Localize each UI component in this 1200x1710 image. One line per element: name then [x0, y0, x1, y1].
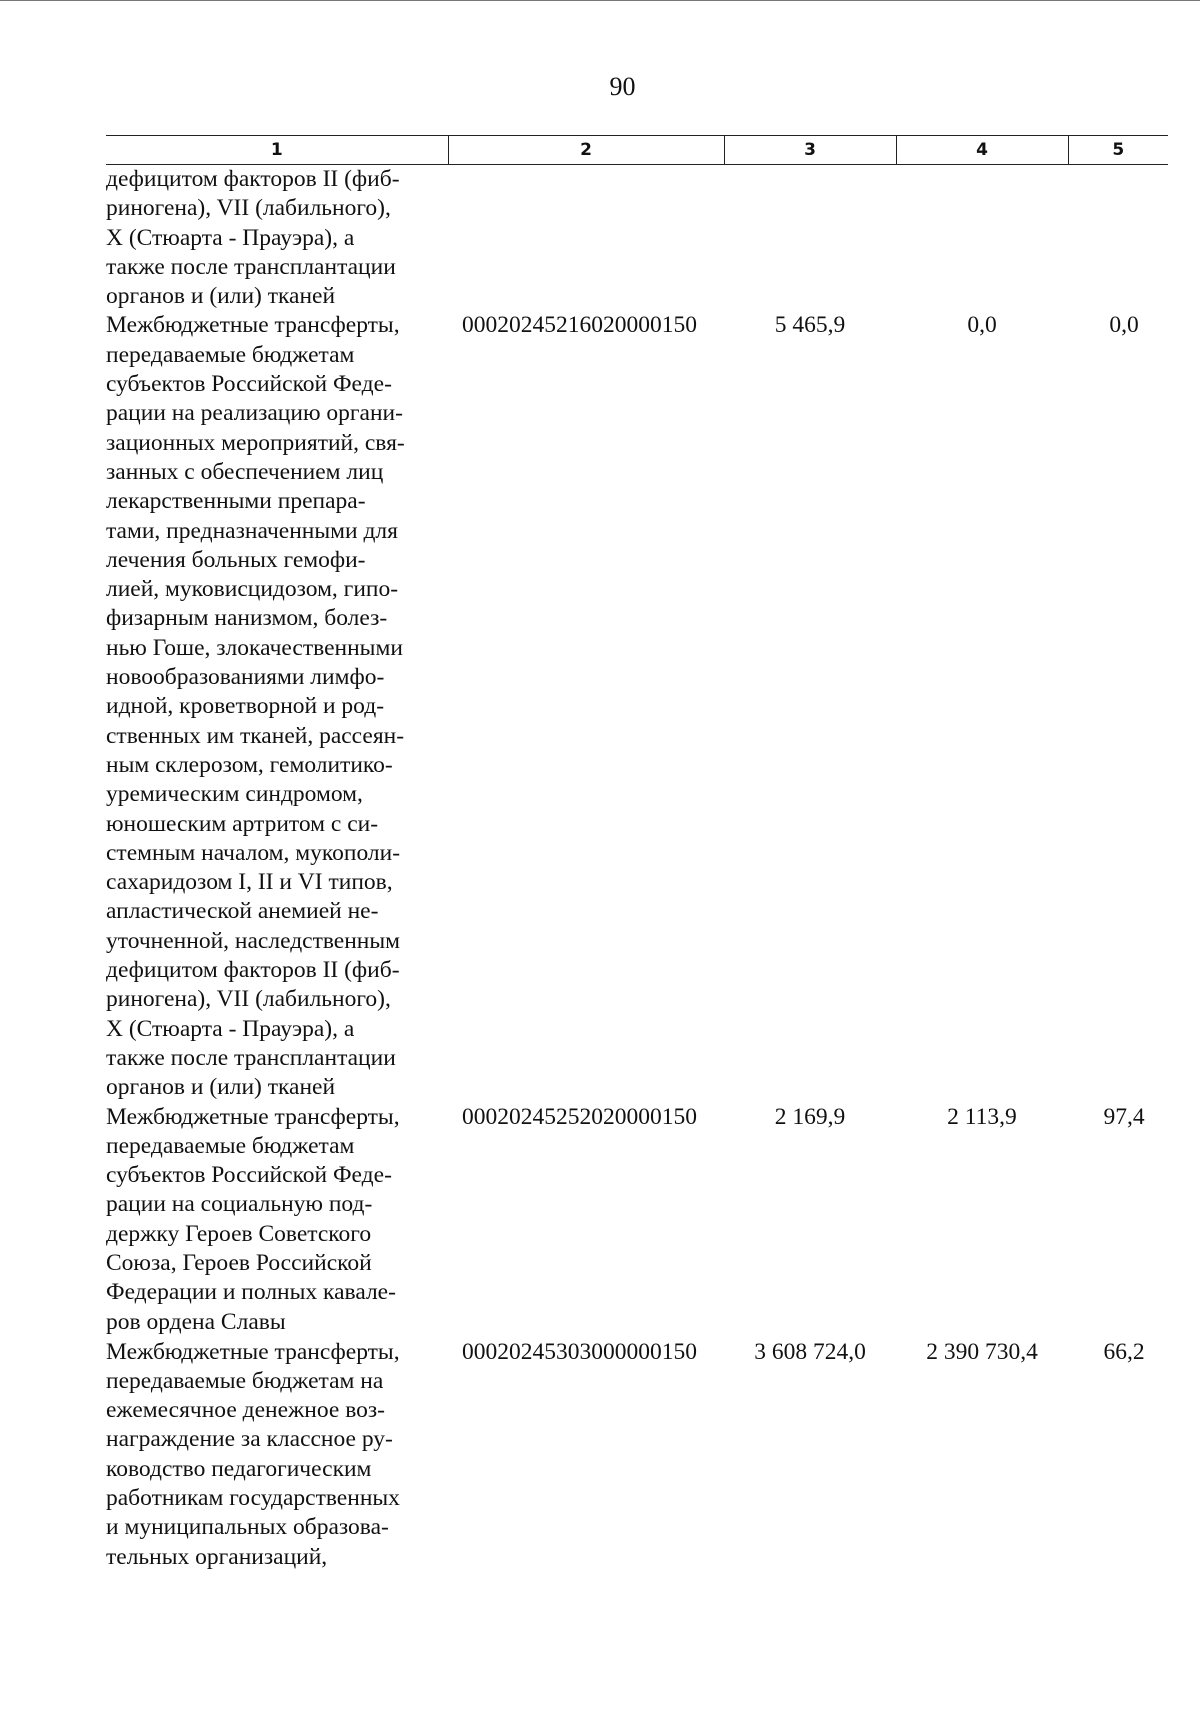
page-top-edge — [0, 0, 1200, 1]
row-description — [106, 311, 448, 1102]
table-row — [106, 1103, 1168, 1338]
table-row — [106, 311, 1168, 1102]
row-code: 00020245216020000150 — [462, 312, 697, 339]
row-col4-value — [896, 165, 1068, 312]
row-description — [106, 1103, 448, 1338]
table-row — [106, 1338, 1168, 1572]
budget-table — [106, 135, 1168, 1572]
column-header-4: 4 — [896, 136, 1068, 165]
table-header — [106, 136, 1168, 165]
row-description — [106, 1338, 448, 1572]
row-col3-value: 2 169,9 — [774, 1103, 846, 1130]
row-col3-value: 3 608 724,0 — [754, 1338, 866, 1365]
row-col3-value: 5 465,9 — [774, 312, 846, 339]
column-header-2: 2 — [448, 136, 724, 165]
row-col4-value: 2 113,9 — [947, 1103, 1017, 1130]
row-description-text: Межбюджетные трансферты, передаваемые бюджетам субъектов Российской Феде- рации на социальную под- держку Героев Советского Союза, Героев Российской Федерации и полных кавале- ров ордена Славы — [106, 1103, 400, 1335]
row-description — [106, 165, 448, 312]
row-col3-value — [724, 165, 896, 312]
row-code — [448, 165, 724, 312]
column-header-3: 3 — [724, 136, 896, 165]
table-row — [106, 165, 1168, 312]
page-number: 90 — [609, 72, 636, 101]
row-code: 00020245303000000150 — [462, 1338, 697, 1365]
row-col5-value — [1068, 165, 1168, 312]
row-col4-value: 0,0 — [967, 312, 997, 339]
row-code: 00020245252020000150 — [462, 1103, 697, 1130]
column-header-5: 5 — [1068, 136, 1168, 165]
row-col4-value: 2 390 730,4 — [926, 1338, 1038, 1365]
column-header-1: 1 — [106, 136, 448, 165]
row-description-text: Межбюджетные трансферты, передаваемые бюджетам субъектов Российской Феде- рации на реализацию органи- зационных мероприятий, свя- занных с обеспечением лиц лекарственными препара- тами, предназначенными для лечения больных гемофи- лией, муковисцидозом, гипо- физарным нанизмом, болез- нью Гоше, злокачественными новообразованиями лимфо- идной, кроветворной и род- ственных им тканей, рассеян- ным склерозом, гемолитико- уремическим синдромом, юношеским артритом с си- стемным началом, мукополи- сахаридозом I, II и VI типов, апластической анемией не- уточненной, наследственным дефицитом факторов II (фиб- риногена), VII (лабильного), X (Стюарта - Прауэра), а также после трансплантации органов и (или) тканей — [106, 312, 405, 1101]
row-col5-value: 0,0 — [1109, 312, 1139, 339]
row-description-text: Межбюджетные трансферты, передаваемые бюджетам на ежемесячное денежное воз- награждение за классное ру- ководство педагогическим работникам государственных и муниципальных образова- тельных организаций, — [106, 1338, 400, 1570]
row-description-text: дефицитом факторов II (фиб- риногена), VII (лабильного), X (Стюарта - Прауэра), а также после трансплантации органов и (или) тканей — [106, 166, 400, 310]
row-col5-value: 66,2 — [1103, 1338, 1145, 1365]
row-col5-value: 97,4 — [1103, 1103, 1145, 1130]
